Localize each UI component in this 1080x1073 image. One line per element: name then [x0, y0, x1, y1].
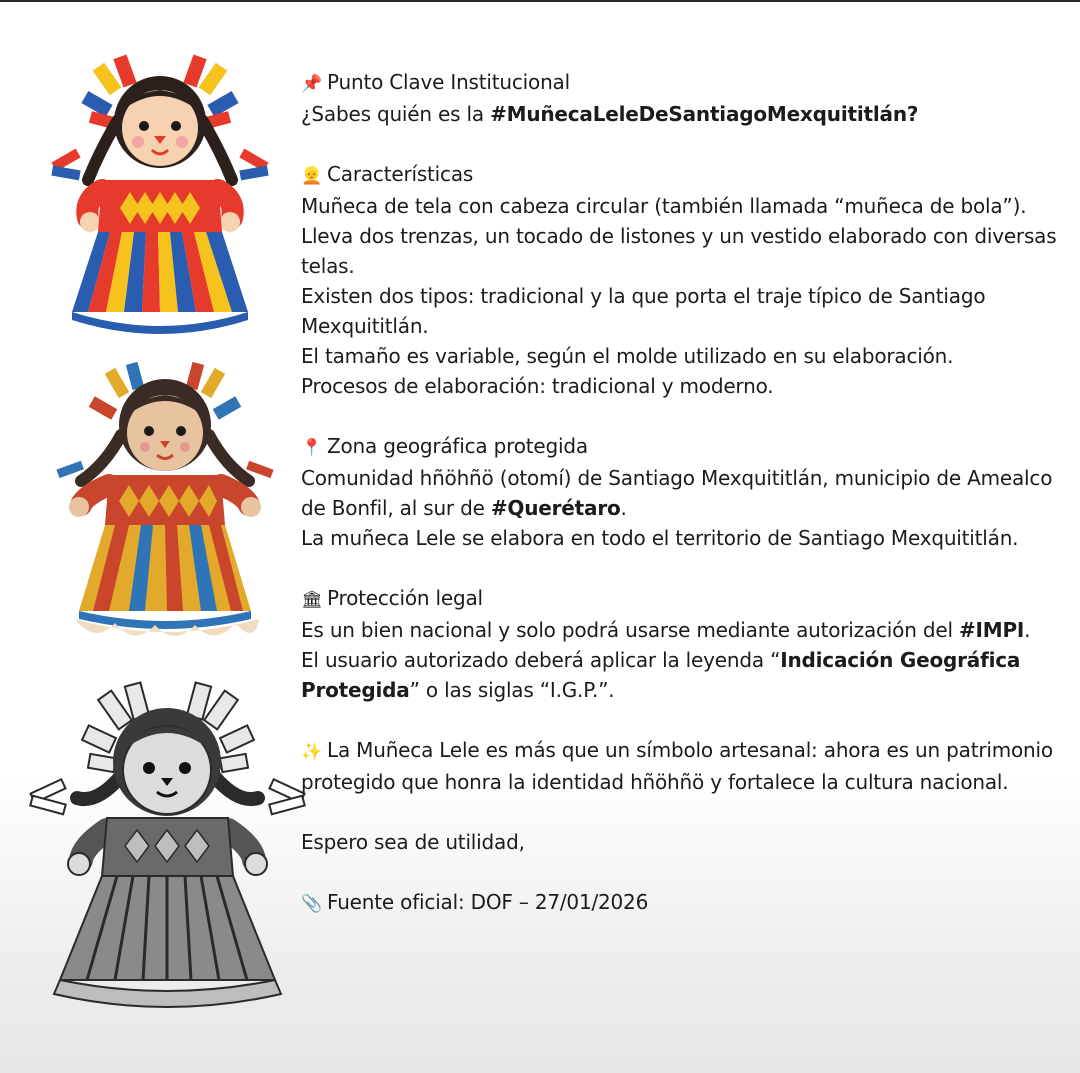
features-heading-line: [301, 159, 1061, 191]
hashtag-queretaro[interactable]: #Querétaro: [490, 496, 621, 520]
post-text: [301, 67, 1061, 919]
closing-text: La Muñeca Lele es más que un símbolo artesanal: ahora es un patrimonio protegido que honra la identidad hñöhñö y fortalece la cultura nacional.: [301, 738, 1053, 794]
sparkles-icon: ✨: [301, 742, 322, 762]
feature-item: Muñeca de tela con cabeza circular (también llamada “muñeca de bola”).: [301, 194, 1027, 218]
legal-heading: Protección legal: [327, 586, 483, 610]
igp-legend: Indicación Geográfica Protegida: [301, 648, 1021, 702]
paperclip-icon: 📎: [301, 894, 322, 914]
zone-line-2: La muñeca Lele se elabora en todo el territorio de Santiago Mexquititlán.: [301, 526, 1019, 550]
zone-heading-line: [301, 431, 1061, 463]
doll-illustration-color: [40, 50, 280, 340]
pushpin-icon: 📌: [301, 74, 322, 94]
feature-item: Existen dos tipos: tradicional y la que porta el traje típico de Santiago Mexquititlán.: [301, 284, 986, 338]
header-question: ¿Sabes quién es la #MuñecaLeleDeSantiagoMexquititlán?: [301, 102, 919, 126]
hashtag-impi[interactable]: #IMPI: [958, 618, 1025, 642]
farewell: Espero sea de utilidad,: [301, 830, 525, 854]
classical-building-icon: 🏛: [301, 590, 323, 610]
header-title-line: [301, 67, 1061, 99]
person-icon: 👱: [301, 166, 322, 186]
features-heading: Características: [327, 162, 474, 186]
feature-item: El tamaño es variable, según el molde utilizado en su elaboración.: [301, 344, 954, 368]
legal-line-1: Es un bien nacional y solo podrá usarse mediante autorización del #IMPI.: [301, 618, 1031, 642]
location-pin-icon: 📍: [301, 438, 322, 458]
zone-heading: Zona geográfica protegida: [327, 434, 588, 458]
source-line: [301, 887, 1061, 919]
header-title: Punto Clave Institucional: [327, 70, 570, 94]
feature-item: Lleva dos trenzas, un tocado de listones y un vestido elaborado con diversas telas.: [301, 224, 1057, 278]
doll-illustration-felt: [45, 355, 285, 655]
closing-line: [301, 735, 1061, 797]
hashtag-muneca-lele[interactable]: #MuñecaLeleDeSantiagoMexquititlán?: [490, 102, 919, 126]
feature-item: Procesos de elaboración: tradicional y moderno.: [301, 374, 774, 398]
top-border: [0, 0, 1080, 2]
legal-heading-line: [301, 583, 1061, 615]
zone-line-1: Comunidad hñöhñö (otomí) de Santiago Mexquititlán, municipio de Amealco de Bonfil, al sur de #Querétaro.: [301, 466, 1053, 520]
legal-line-2: El usuario autorizado deberá aplicar la leyenda “Indicación Geográfica Protegida” o las siglas “I.G.P.”.: [301, 648, 1021, 702]
source-text: Fuente oficial: DOF – 27/01/2026: [327, 890, 649, 914]
doll-illustration-sketch: [25, 680, 310, 1025]
